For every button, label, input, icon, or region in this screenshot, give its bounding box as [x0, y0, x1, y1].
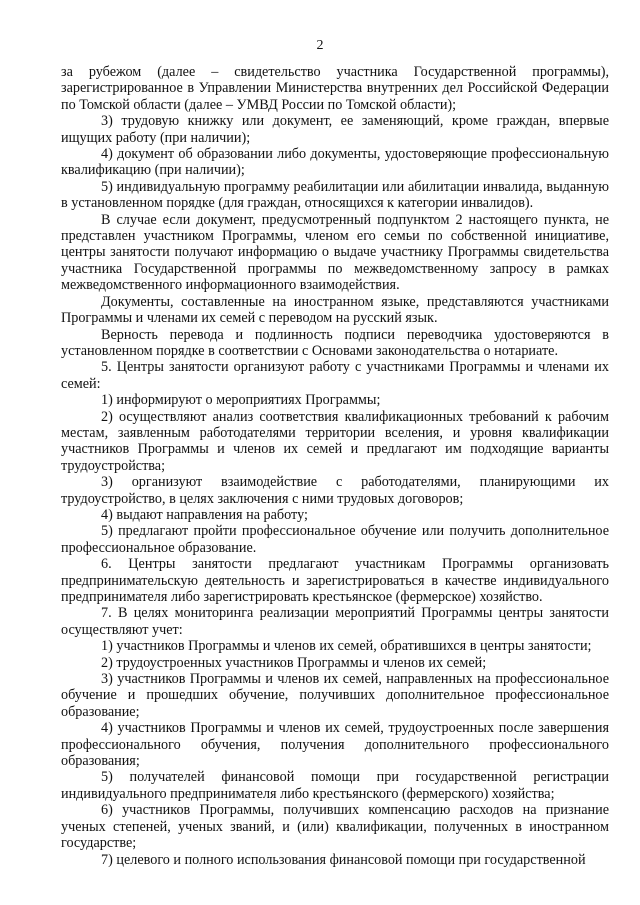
paragraph: 1) участников Программы и членов их семей, обратившихся в центры занятости; [101, 638, 592, 655]
document-body [61, 64, 609, 868]
paragraph: 4) документ об образовании либо документы, удостоверяющие профессиональную квалификацию (при наличии); [61, 146, 609, 179]
paragraph: В случае если документ, предусмотренный подпунктом 2 настоящего пункта, не представлен участником Программы, членом его семьи по собственной инициативе, центры занятости получают информацию о выдаче участнику Программы свидетельства участника Государственной программы по межведомственному запросу в рамках межведомственного информационного взаимодействия. [61, 211, 609, 294]
paragraph: 3) участников Программы и членов их семей, направленных на профессиональное обучение и прошедших обучение, получивших дополнительное профессиональное образование; [61, 671, 609, 720]
paragraph: 6) участников Программы, получивших компенсацию расходов на признание ученых степеней, ученых званий, и (или) квалификации, полученных в иностранном государстве; [61, 802, 609, 852]
paragraph: Верность перевода и подлинность подписи переводчика удостоверяются в установленном порядке в соответствии с Основами законодательства о нотариате. [61, 326, 609, 359]
paragraph: за рубежом (далее – свидетельство участника Государственной программы), зарегистрированное в Управлении Министерства внутренних дел Российской Федерации по Томской области (далее – УМВД России по Томской области); [61, 64, 609, 113]
paragraph: Документы, составленные на иностранном языке, представляются участниками Программы и членами их семей с переводом на русский язык. [61, 293, 609, 327]
paragraph: 6. Центры занятости предлагают участникам Программы организовать предпринимательскую деятельность и зарегистрироваться в качестве индивидуального предпринимателя либо зарегистрировать крестьянское (фермерское) хозяйство. [61, 556, 609, 605]
paragraph: 5) предлагают пройти профессиональное обучение или получить дополнительное профессиональное образование. [61, 523, 609, 556]
paragraph: 3) трудовую книжку или документ, ее заменяющий, кроме граждан, впервые ищущих работу (при наличии); [61, 113, 609, 146]
paragraph: 5) индивидуальную программу реабилитации или абилитации инвалида, выданную в установленном порядке (для граждан, относящихся к категории инвалидов). [61, 178, 609, 212]
paragraph: 7. В целях мониторинга реализации мероприятий Программы центры занятости осуществляют учет: [61, 605, 609, 638]
paragraph: 4) участников Программы и членов их семей, трудоустроенных после завершения профессионального обучения, получения дополнительного профессионального образования; [61, 720, 609, 770]
paragraph: 7) целевого и полного использования финансовой помощи при государственной [101, 851, 586, 868]
paragraph: 3) организуют взаимодействие с работодателями, планирующими их трудоустройство, в целях заключения с ними трудовых договоров; [61, 474, 609, 507]
paragraph: 5. Центры занятости организуют работу с участниками Программы и членами их семей: [61, 359, 609, 392]
paragraph: 2) осуществляют анализ соответствия квалификационных требований к рабочим местам, заявленным работодателями территории вселения, и уровня квалификации участников Программы и членов их семей и предлагают им подходящие варианты трудоустройства; [61, 408, 609, 474]
paragraph: 5) получателей финансовой помощи при государственной регистрации индивидуального предпринимателя либо крестьянского (фермерского) хозяйства; [61, 769, 609, 802]
paragraph: 4) выдают направления на работу; [101, 506, 308, 523]
paragraph: 2) трудоустроенных участников Программы и членов их семей; [101, 654, 487, 671]
paragraph: 1) информируют о мероприятиях Программы; [101, 392, 381, 409]
page-number: 2 [316, 38, 324, 53]
